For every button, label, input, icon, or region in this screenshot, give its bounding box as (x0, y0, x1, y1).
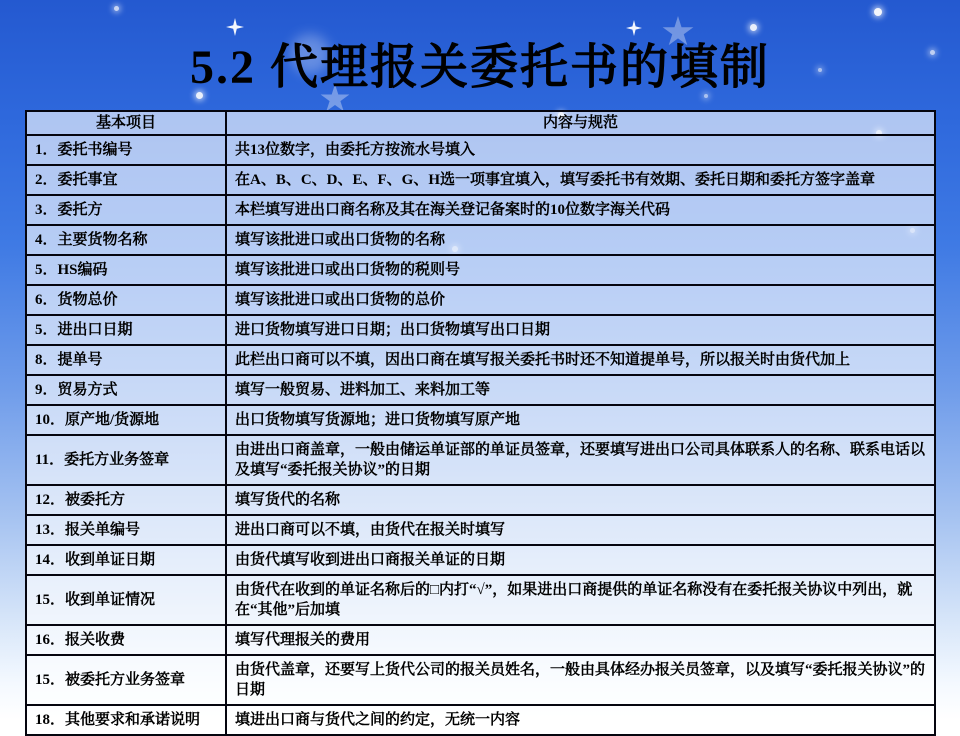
content-cell: 共13位数字，由委托方按流水号填入 (226, 135, 935, 165)
table-body (26, 135, 935, 735)
item-cell: 2．委托事宜 (26, 165, 226, 195)
item-cell: 14．收到单证日期 (26, 545, 226, 575)
table-row (26, 625, 935, 655)
content-table (25, 110, 936, 736)
table-row (26, 195, 935, 225)
item-cell: 3．委托方 (26, 195, 226, 225)
dot-star-icon (114, 6, 119, 11)
table-row (26, 515, 935, 545)
table-row (26, 655, 935, 705)
content-cell: 填进出口商与货代之间的约定，无统一内容 (226, 705, 935, 735)
table-row (26, 315, 935, 345)
item-cell: 5．HS编码 (26, 255, 226, 285)
table-row (26, 545, 935, 575)
table-row (26, 225, 935, 255)
content-cell: 进口货物填写进口日期；出口货物填写出口日期 (226, 315, 935, 345)
content-cell: 填写货代的名称 (226, 485, 935, 515)
table-row (26, 485, 935, 515)
content-cell: 进出口商可以不填，由货代在报关时填写 (226, 515, 935, 545)
dot-star-icon (874, 8, 882, 16)
header-basic-items: 基本项目 (26, 111, 226, 135)
item-cell: 5．进出口日期 (26, 315, 226, 345)
content-cell: 在A、B、C、D、E、F、G、H选一项事宜填入，填写委托书有效期、委托日期和委托方签字盖章 (226, 165, 935, 195)
content-cell: 出口货物填写货源地；进口货物填写原产地 (226, 405, 935, 435)
table-header-row (26, 111, 935, 135)
item-cell: 10．原产地/货源地 (26, 405, 226, 435)
item-cell: 15．被委托方业务签章 (26, 655, 226, 705)
item-cell: 11．委托方业务签章 (26, 435, 226, 485)
table-row (26, 375, 935, 405)
table-row (26, 285, 935, 315)
table-row (26, 405, 935, 435)
table-row (26, 135, 935, 165)
table-row (26, 705, 935, 735)
content-cell: 填写该批进口或出口货物的税则号 (226, 255, 935, 285)
header-content-spec: 内容与规范 (226, 111, 935, 135)
content-cell: 本栏填写进出口商名称及其在海关登记备案时的10位数字海关代码 (226, 195, 935, 225)
item-cell: 12．被委托方 (26, 485, 226, 515)
content-cell: 填写代理报关的费用 (226, 625, 935, 655)
content-cell: 由货代盖章，还要写上货代公司的报关员姓名，一般由具体经办报关员签章，以及填写“委托报关协议”的日期 (226, 655, 935, 705)
content-cell: 填写该批进口或出口货物的总价 (226, 285, 935, 315)
content-cell: 填写该批进口或出口货物的名称 (226, 225, 935, 255)
slide-title: 5.2 代理报关委托书的填制 (189, 41, 770, 94)
content-cell: 填写一般贸易、进料加工、来料加工等 (226, 375, 935, 405)
content-cell: 由货代在收到的单证名称后的□内打“√”，如果进出口商提供的单证名称没有在委托报关协议中列出，就在“其他”后加填 (226, 575, 935, 625)
item-cell: 4．主要货物名称 (26, 225, 226, 255)
item-cell: 8．提单号 (26, 345, 226, 375)
item-cell: 18．其他要求和承诺说明 (26, 705, 226, 735)
item-cell: 6．货物总价 (26, 285, 226, 315)
table-row (26, 575, 935, 625)
item-cell: 1．委托书编号 (26, 135, 226, 165)
content-cell: 此栏出口商可以不填，因出口商在填写报关委托书时还不知道提单号，所以报关时由货代加上 (226, 345, 935, 375)
table-row (26, 435, 935, 485)
item-cell: 13．报关单编号 (26, 515, 226, 545)
item-cell: 15．收到单证情况 (26, 575, 226, 625)
item-cell: 16．报关收费 (26, 625, 226, 655)
table-row (26, 165, 935, 195)
table-row (26, 345, 935, 375)
table-row (26, 255, 935, 285)
content-cell: 由进出口商盖章，一般由储运单证部的单证员签章，还要填写进出口公司具体联系人的名称、联系电话以及填写“委托报关协议”的日期 (226, 435, 935, 485)
item-cell: 9．贸易方式 (26, 375, 226, 405)
content-cell: 由货代填写收到进出口商报关单证的日期 (226, 545, 935, 575)
